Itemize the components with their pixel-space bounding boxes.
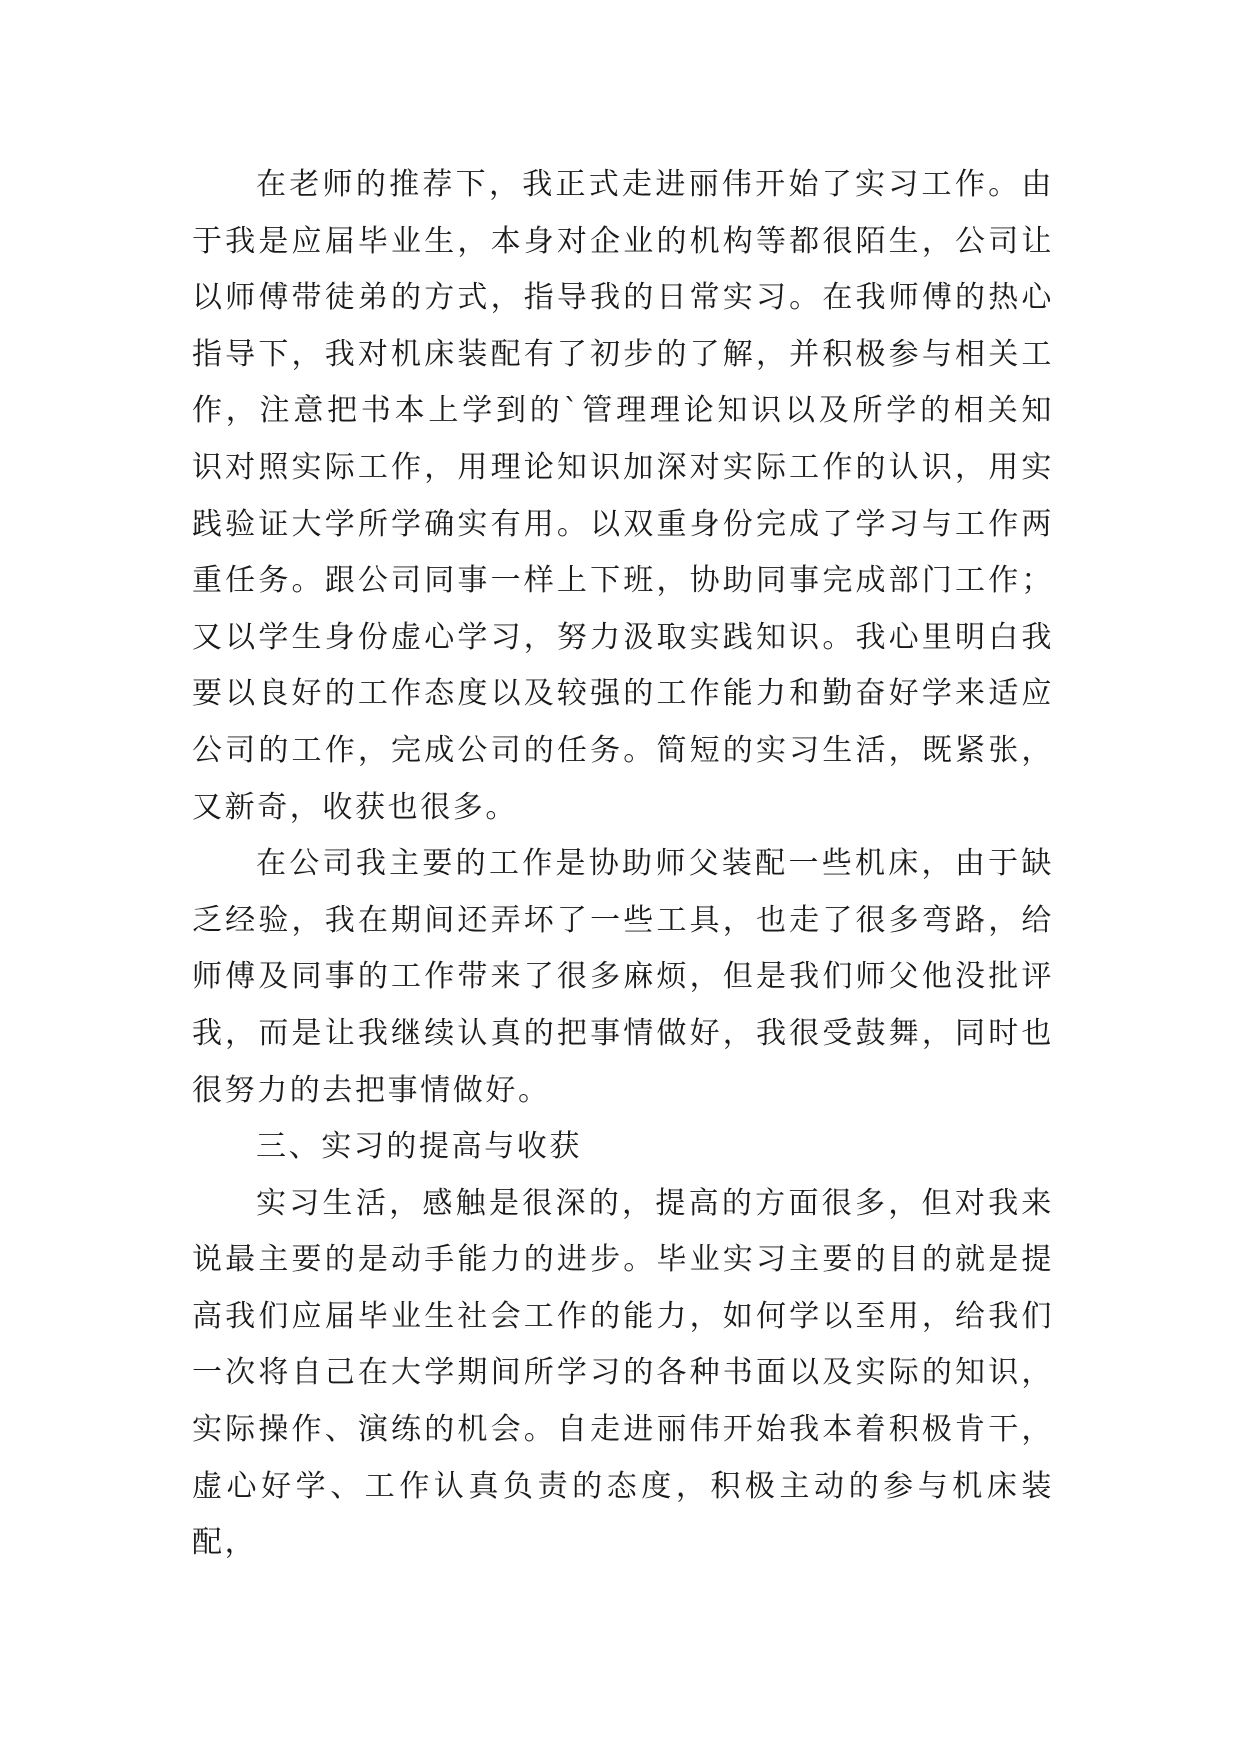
- paragraph-internship-start: 在老师的推荐下，我正式走进丽伟开始了实习工作。由于我是应届毕业生，本身对企业的机构等都很陌生，公司让以师傅带徒弟的方式，指导我的日常实习。在我师傅的热心指导下，我对机床装配有了初步的了解，并积极参与相关工作，注意把书本上学到的`管理理论知识以及所学的相关知识对照实际工作，用理论知识加深对实际工作的认识，用实践验证大学所学确实有用。以双重身份完成了学习与工作两重任务。跟公司同事一样上下班，协助同事完成部门工作；又以学生身份虚心学习，努力汲取实践知识。我心里明白我要以良好的工作态度以及较强的工作能力和勤奋好学来适应公司的工作，完成公司的任务。简短的实习生活，既紧张，又新奇，收获也很多。: [192, 167, 1054, 825]
- paragraph-improvements: 实习生活，感触是很深的，提高的方面很多，但对我来说最主要的是动手能力的进步。毕业实习主要的目的就是提高我们应届毕业生社会工作的能力，如何学以至用，给我们一次将自己在大学期间所学习的各种书面以及实际的知识，实际操作、演练的机会。自走进丽伟开始我本着积极肯干，虚心好学、工作认真负责的态度，积极主动的参与机床装配，: [192, 1185, 1054, 1561]
- paragraph-main-work: 在公司我主要的工作是协助师父装配一些机床，由于缺乏经验，我在期间还弄坏了一些工具，也走了很多弯路，给师傅及同事的工作带来了很多麻烦，但是我们师父他没批评我，而是让我继续认真的把事情做好，我很受鼓舞，同时也很努力的去把事情做好。: [192, 846, 1054, 1108]
- document-body: [192, 157, 1054, 1572]
- section-heading: 三、实习的提高与收获: [256, 1129, 582, 1165]
